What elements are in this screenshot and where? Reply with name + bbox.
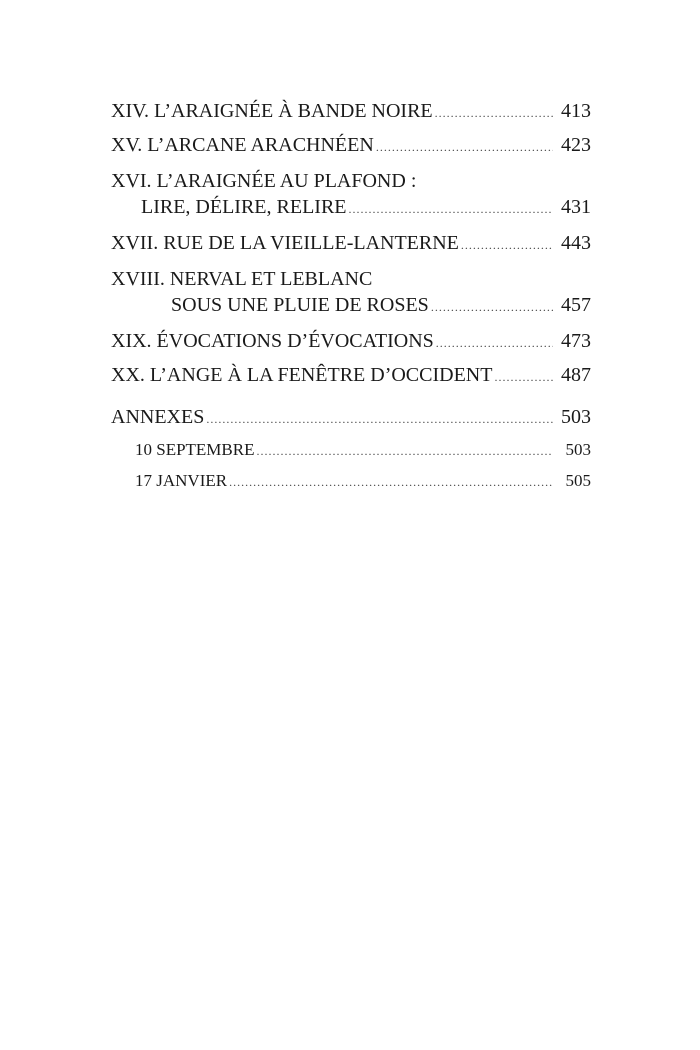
toc-entry-title: LIRE, DÉLIRE, RELIRE <box>141 196 347 218</box>
toc-entry-xiv <box>111 98 591 126</box>
toc-entry-title: ANNEXES <box>111 406 205 428</box>
dot-leader <box>494 364 553 390</box>
dot-leader <box>349 196 553 222</box>
toc-entry-title: XIV. L’ARAIGNÉE À BANDE NOIRE <box>111 100 433 122</box>
dot-leader <box>376 134 553 160</box>
toc-entry-title: XX. L’ANGE À LA FENÊTRE D’OCCIDENT <box>111 364 493 386</box>
toc-entry-xviii <box>111 266 591 320</box>
toc-entry-page: 487 <box>561 364 591 386</box>
toc-entry-page: 443 <box>561 232 591 254</box>
toc-entry-title-line1: XVIII. NERVAL ET LEBLANC <box>111 268 373 290</box>
toc-entry-title: XVII. RUE DE LA VIEILLE-LANTERNE <box>111 232 459 254</box>
toc-entry-page: 423 <box>561 134 591 156</box>
toc-subentry-title: 17 JANVIER <box>135 471 228 490</box>
toc-subentry-title: 10 SEPTEMBRE <box>135 440 255 459</box>
toc-subentry-17-janvier <box>111 469 591 494</box>
toc-entry-title-line1: XVI. L’ARAIGNÉE AU PLAFOND : <box>111 170 417 192</box>
toc-subentry-page: 505 <box>565 471 591 490</box>
toc-entry-xv <box>111 132 591 160</box>
toc-entry-page: 413 <box>561 100 591 122</box>
dot-leader <box>206 406 553 432</box>
toc-entry-annexes <box>111 404 591 432</box>
dot-leader <box>431 294 553 320</box>
toc-entry-title: XIX. ÉVOCATIONS D’ÉVOCATIONS <box>111 330 434 352</box>
dot-leader <box>461 232 553 258</box>
toc-subentry-10-septembre <box>111 438 591 463</box>
dot-leader <box>229 470 553 494</box>
dot-leader <box>257 439 554 463</box>
toc-entry-title: SOUS UNE PLUIE DE ROSES <box>171 294 429 316</box>
toc-entry-page: 457 <box>561 294 591 316</box>
dot-leader <box>435 100 553 126</box>
toc-entry-page: 473 <box>561 330 591 352</box>
toc-entry-page: 503 <box>561 406 591 428</box>
toc-entry-xix <box>111 328 591 356</box>
toc-subentry-page: 503 <box>565 440 591 459</box>
toc-entry-xvii <box>111 230 591 258</box>
toc-entry-xvi <box>111 168 591 222</box>
toc-entry-xx <box>111 362 591 390</box>
dot-leader <box>436 330 553 356</box>
toc-entry-page: 431 <box>561 196 591 218</box>
toc-entry-title: XV. L’ARCANE ARACHNÉEN <box>111 134 374 156</box>
table-of-contents <box>111 98 591 494</box>
